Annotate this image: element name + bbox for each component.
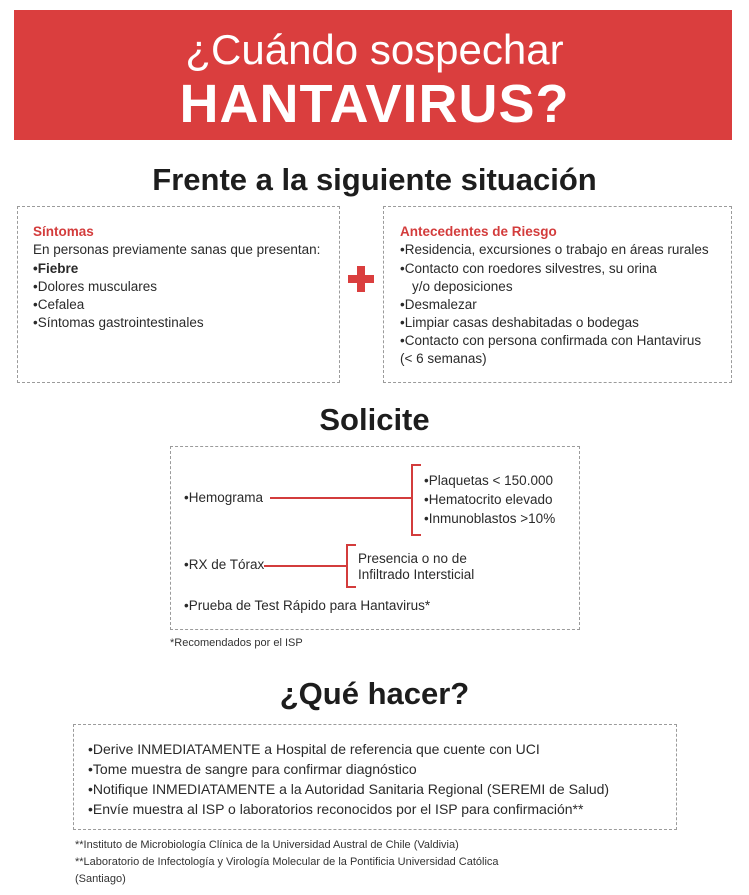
symptom-item: •Dolores musculares [33, 279, 158, 294]
symptom-item: •Cefalea [33, 297, 85, 312]
actions-box [73, 724, 677, 830]
bracket-line [346, 586, 356, 588]
risk-factors-box [383, 206, 732, 383]
bracket-line [346, 544, 356, 546]
plus-icon [348, 266, 374, 292]
bracket-line [411, 464, 413, 535]
rapid-test-item: •Prueba de Test Rápido para Hantavirus* [184, 598, 431, 613]
situation-heading: Frente a la siguiente situación [152, 162, 597, 197]
hemograma-finding: •Hematocrito elevado [424, 492, 553, 507]
bracket-line [346, 544, 348, 587]
hemograma-label: •Hemograma [184, 490, 264, 505]
banner-title-line1: ¿Cuándo sospechar [185, 26, 564, 73]
symptoms-title: Síntomas [33, 224, 94, 239]
footnote-line: **Instituto de Microbiología Clínica de la Universidad Austral de Chile (Valdivia) [75, 839, 459, 851]
footnote-line: (Santiago) [75, 873, 126, 885]
risk-item-continuation: (< 6 semanas) [400, 351, 487, 366]
rx-finding: Presencia o no de [358, 551, 467, 566]
bracket-line [411, 464, 421, 466]
risk-item: •Residencia, excursiones o trabajo en áreas rurales [400, 242, 709, 257]
symptom-item: •Fiebre [33, 261, 79, 276]
footnote-line: **Laboratorio de Infectología y Virología Molecular de la Pontificia Universidad Católica [75, 856, 499, 868]
risk-item: •Contacto con roedores silvestres, su orina [400, 261, 657, 276]
action-item: •Derive INMEDIATAMENTE a Hospital de referencia que cuente con UCI [88, 741, 540, 757]
risk-title: Antecedentes de Riesgo [400, 224, 557, 239]
risk-item: •Limpiar casas deshabitadas o bodegas [400, 315, 639, 330]
hemograma-finding: •Plaquetas < 150.000 [424, 473, 553, 488]
risk-item-continuation: y/o deposiciones [412, 279, 513, 294]
risk-item: •Contacto con persona confirmada con Hantavirus [400, 333, 702, 348]
action-item: •Envíe muestra al ISP o laboratorios reconocidos por el ISP para confirmación** [88, 801, 584, 817]
banner-title-line2: HANTAVIRUS? [179, 74, 570, 134]
bracket-line [411, 534, 421, 536]
hemograma-finding: •Inmunoblastos >10% [424, 511, 556, 526]
connector-line [270, 497, 412, 499]
symptom-item: •Síntomas gastrointestinales [33, 315, 204, 330]
action-item: •Tome muestra de sangre para confirmar diagnóstico [88, 761, 417, 777]
isp-footnote: *Recomendados por el ISP [170, 637, 303, 649]
rx-finding: Infiltrado Intersticial [358, 567, 475, 582]
que-hacer-heading: ¿Qué hacer? [279, 676, 470, 711]
connector-line [264, 565, 347, 567]
action-item: •Notifique INMEDIATAMENTE a la Autoridad Sanitaria Regional (SEREMI de Salud) [88, 781, 610, 797]
risk-item: •Desmalezar [400, 297, 477, 312]
symptoms-intro: En personas previamente sanas que presentan: [33, 242, 321, 257]
symptoms-box [17, 206, 340, 383]
solicite-heading: Solicite [319, 402, 430, 437]
rx-label: •RX de Tórax [184, 557, 265, 572]
